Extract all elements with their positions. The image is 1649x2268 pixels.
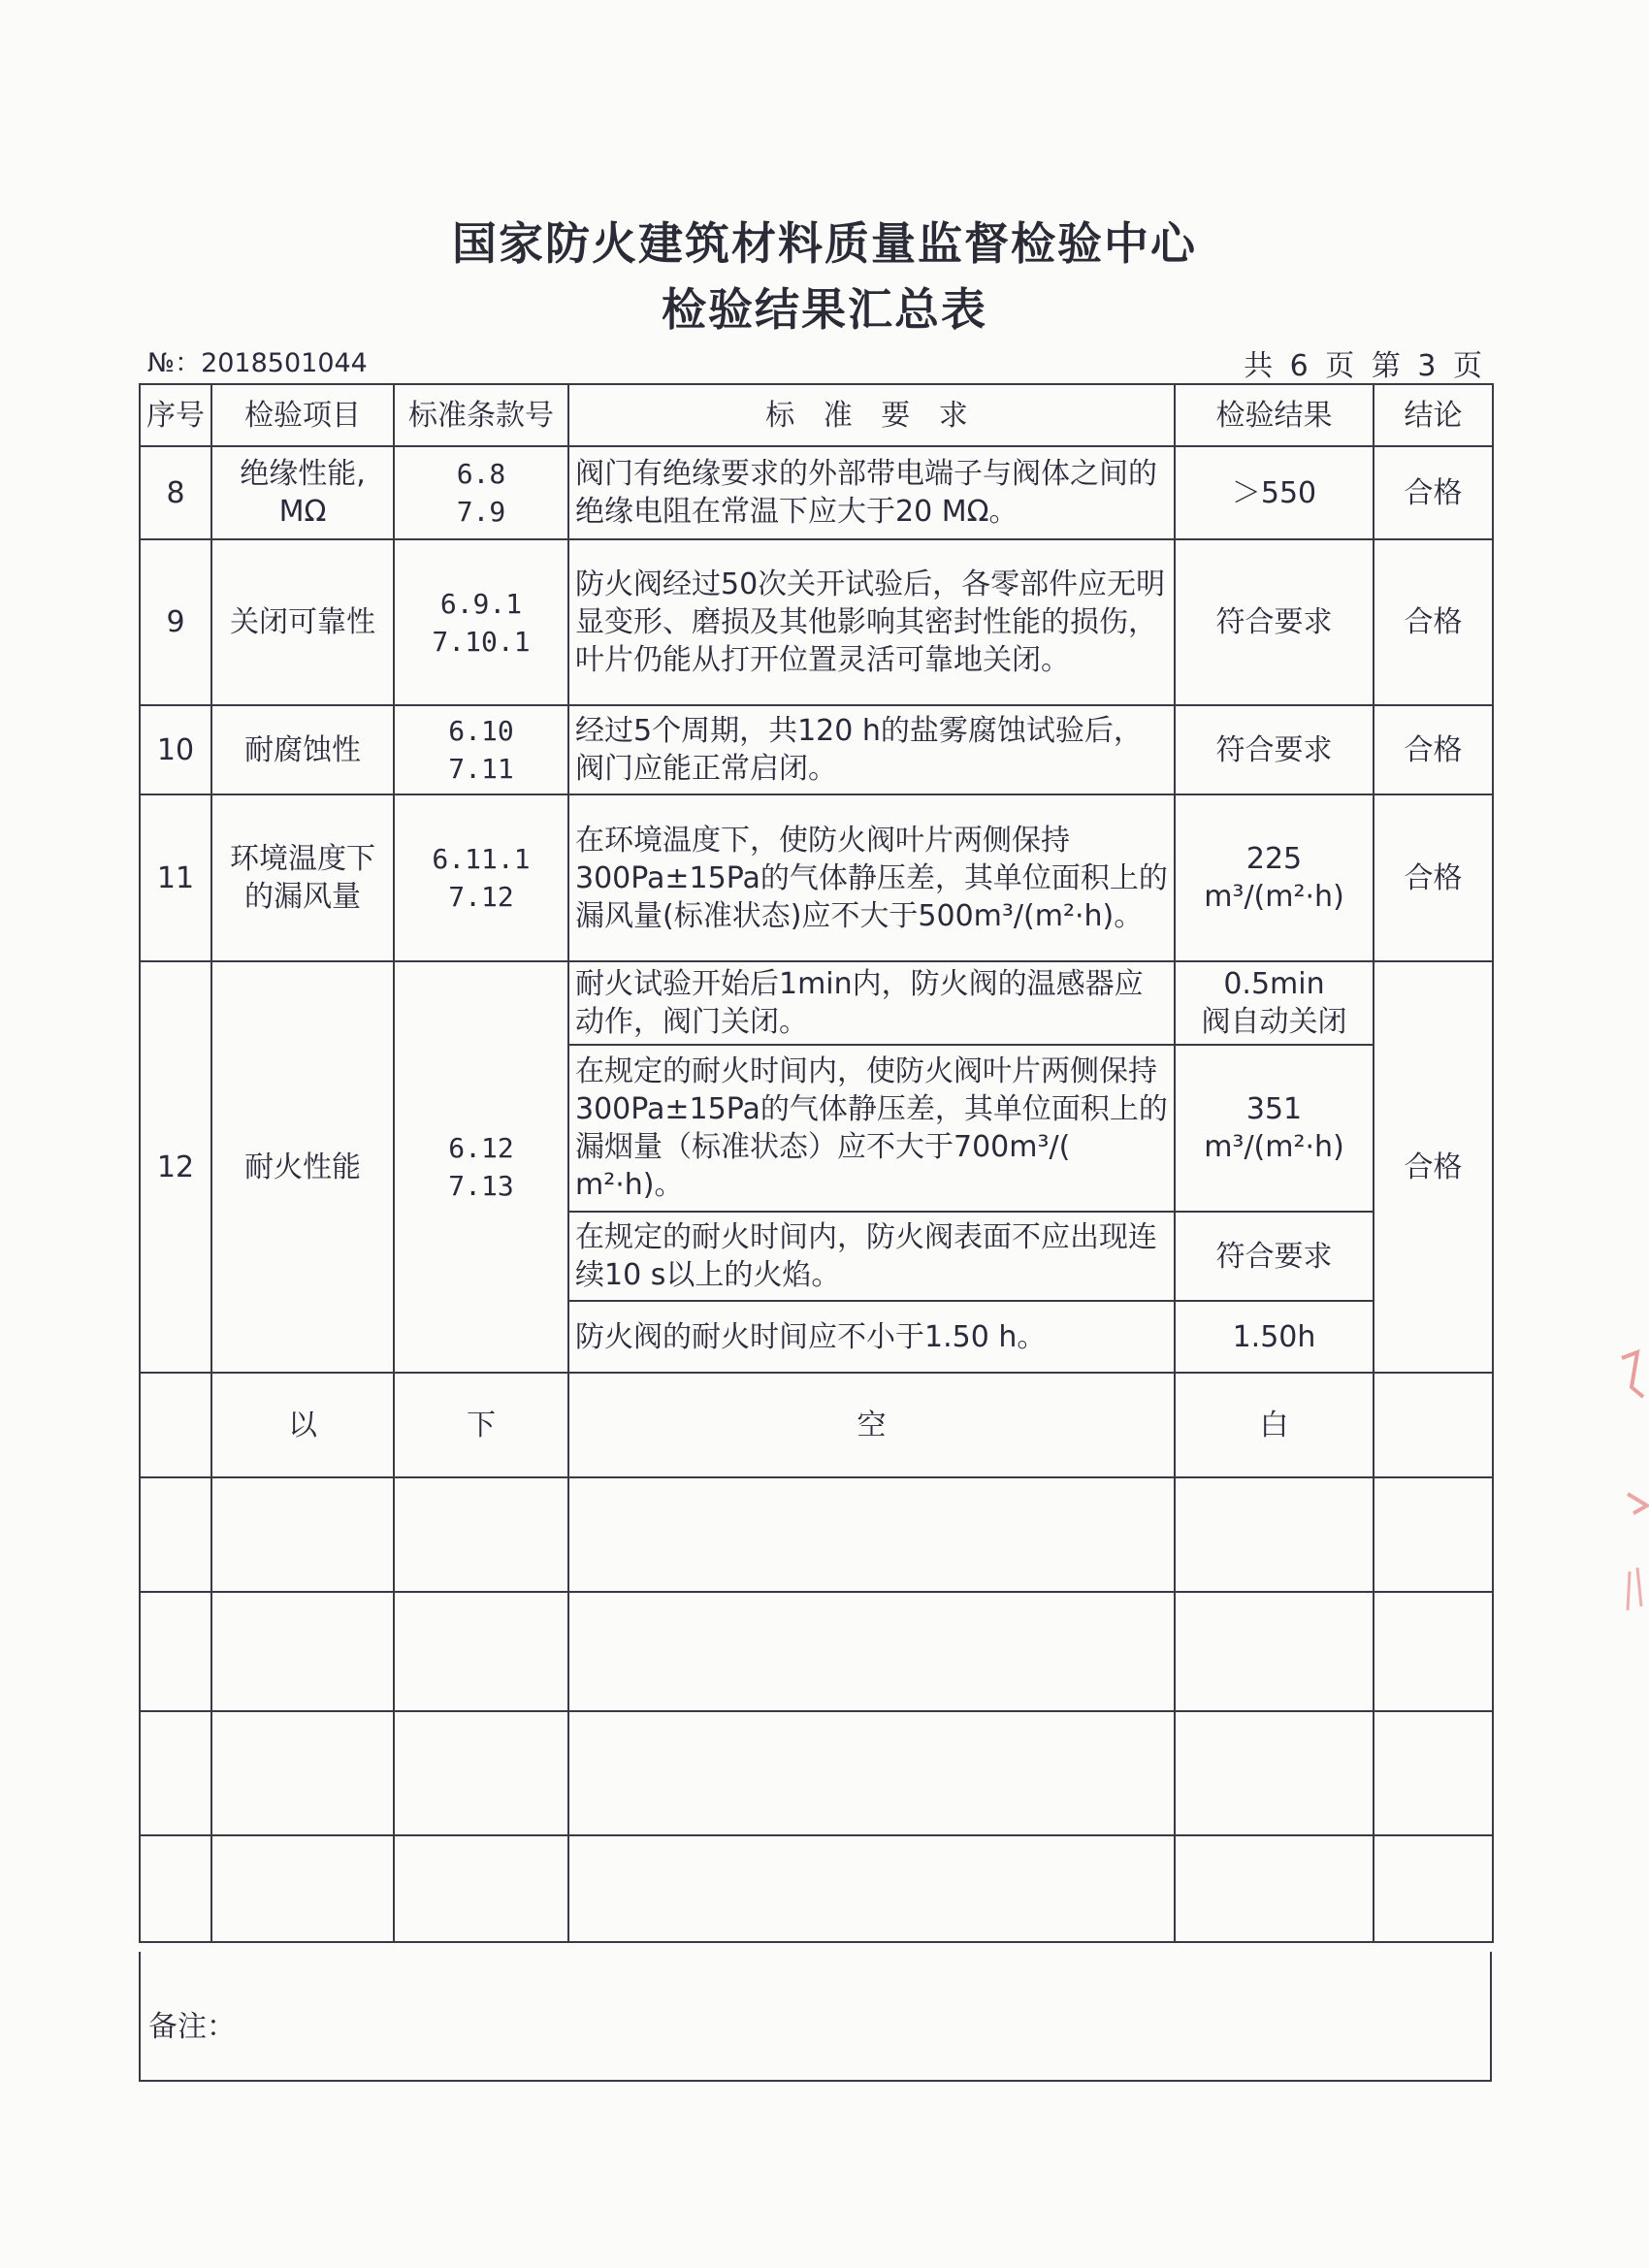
requirement-text: 在规定的耐火时间内，防火阀表面不应出现连续10 s以上的火焰。 xyxy=(568,1212,1175,1301)
test-result: 351 m³/(m²·h) xyxy=(1175,1045,1374,1212)
red-seal-fragment xyxy=(1608,1339,1649,1669)
test-item: 绝缘性能, MΩ xyxy=(211,446,394,539)
test-result: ＞550 xyxy=(1175,446,1374,539)
clause-number: 6.11.1 7.12 xyxy=(394,794,568,961)
table-row xyxy=(140,705,1493,794)
empty-row xyxy=(140,1592,1493,1711)
conclusion: 合格 xyxy=(1374,705,1493,794)
test-result: 符合要求 xyxy=(1175,539,1374,705)
empty-row xyxy=(140,1835,1493,1942)
col-header-requirement: 标 准 要 求 xyxy=(568,384,1175,446)
col-header-no: 序号 xyxy=(140,384,211,446)
requirement-text: 经过5个周期，共120 h的盐雾腐蚀试验后，阀门应能正常启闭。 xyxy=(568,705,1175,794)
results-table xyxy=(139,383,1494,1943)
empty-row xyxy=(140,1711,1493,1835)
requirement-text: 防火阀经过50次关开试验后，各零部件应无明显变形、磨损及其他影响其密封性能的损伤，叶片仍能从打开位置灵活可靠地关闭。 xyxy=(568,539,1175,705)
clause-number: 6.8 7.9 xyxy=(394,446,568,539)
page-info: 共 6 页 第 3 页 xyxy=(1244,349,1486,383)
requirement-text: 阀门有绝缘要求的外部带电端子与阀体之间的绝缘电阻在常温下应大于20 MΩ。 xyxy=(568,446,1175,539)
document-title: 国家防火建筑材料质量监督检验中心 xyxy=(452,217,1197,270)
table-row xyxy=(140,446,1493,539)
row-number: 9 xyxy=(140,539,211,705)
test-result: 225 m³/(m²·h) xyxy=(1175,794,1374,961)
row-number: 11 xyxy=(140,794,211,961)
conclusion: 合格 xyxy=(1374,794,1493,961)
test-item: 耐腐蚀性 xyxy=(211,705,394,794)
test-item: 环境温度下 的漏风量 xyxy=(211,794,394,961)
test-result: 1.50h xyxy=(1175,1301,1374,1373)
clause-number: 6.12 7.13 xyxy=(394,961,568,1373)
row-number: 8 xyxy=(140,446,211,539)
document-subtitle: 检验结果汇总表 xyxy=(662,283,987,336)
notes-box xyxy=(139,1952,1492,2082)
requirement-text: 耐火试验开始后1min内，防火阀的温感器应动作，阀门关闭。 xyxy=(568,961,1175,1045)
col-header-conclusion: 结论 xyxy=(1374,384,1493,446)
conclusion: 合格 xyxy=(1374,961,1493,1373)
test-result: 符合要求 xyxy=(1175,705,1374,794)
test-result: 0.5min 阀自动关闭 xyxy=(1175,961,1374,1045)
requirement-text: 在规定的耐火时间内，使防火阀叶片两侧保持300Pa±15Pa的气体静压差，其单位面积上的漏烟量（标准状态）应不大于700m³/( m²·h)。 xyxy=(568,1045,1175,1212)
table-row xyxy=(140,961,1493,1045)
col-header-result: 检验结果 xyxy=(1175,384,1374,446)
blank-marker: 以 xyxy=(211,1373,394,1477)
col-header-item: 检验项目 xyxy=(211,384,394,446)
document-number: №：2018501044 xyxy=(147,348,368,378)
notes-label: 备注： xyxy=(148,2010,236,2044)
requirement-text: 在环境温度下，使防火阀叶片两侧保持300Pa±15Pa的气体静压差，其单位面积上的漏风量(标准状态)应不大于500m³/(m²·h)。 xyxy=(568,794,1175,961)
row-number: 12 xyxy=(140,961,211,1373)
row-number: 10 xyxy=(140,705,211,794)
blank-marker: 空 xyxy=(568,1373,1175,1477)
table-row xyxy=(140,539,1493,705)
blank-marker-row xyxy=(140,1373,1493,1477)
test-item: 关闭可靠性 xyxy=(211,539,394,705)
table-row xyxy=(140,794,1493,961)
clause-number: 6.10 7.11 xyxy=(394,705,568,794)
blank-marker: 白 xyxy=(1175,1373,1374,1477)
conclusion: 合格 xyxy=(1374,539,1493,705)
blank-marker: 下 xyxy=(394,1373,568,1477)
empty-row xyxy=(140,1477,1493,1592)
conclusion: 合格 xyxy=(1374,446,1493,539)
test-result: 符合要求 xyxy=(1175,1212,1374,1301)
clause-number: 6.9.1 7.10.1 xyxy=(394,539,568,705)
table-header-row xyxy=(140,384,1493,446)
requirement-text: 防火阀的耐火时间应不小于1.50 h。 xyxy=(568,1301,1175,1373)
test-item: 耐火性能 xyxy=(211,961,394,1373)
col-header-clause: 标准条款号 xyxy=(394,384,568,446)
